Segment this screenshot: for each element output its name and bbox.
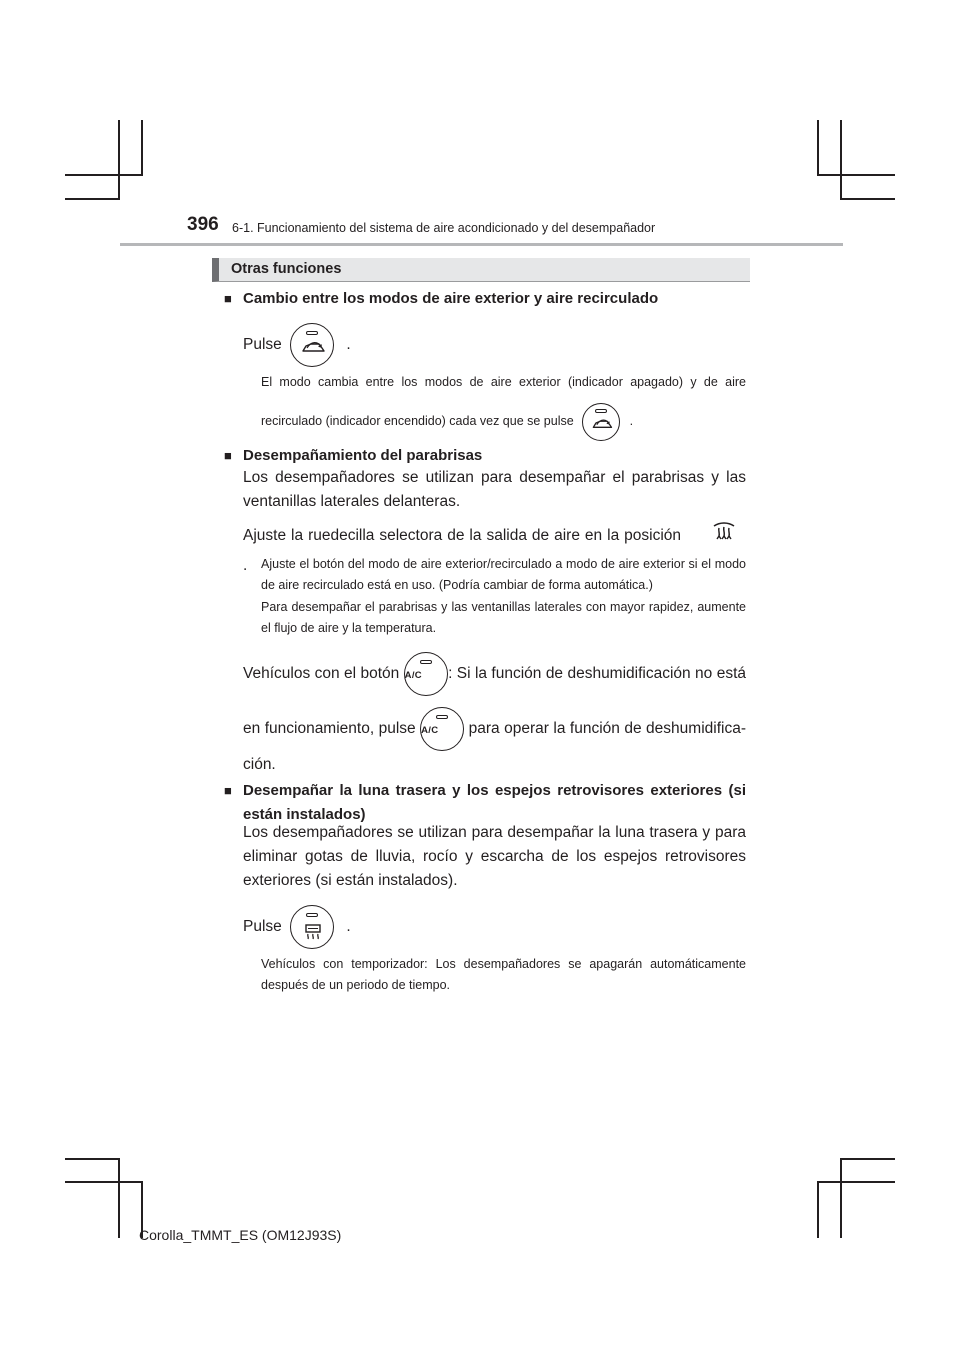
crop-mark: [840, 198, 895, 200]
end-period: .: [346, 918, 351, 935]
crop-mark: [840, 1158, 842, 1238]
crop-mark: [65, 1181, 142, 1183]
recirculation-button-icon: [290, 323, 334, 367]
chapter-title: 6-1. Funcionamiento del sistema de aire acondicionado y del desempañador: [232, 221, 656, 235]
crop-mark: [65, 1158, 119, 1160]
end-period: .: [346, 336, 351, 353]
rear-note: Vehículos con temporizador: Los desempañadores se apagarán automáticamente después de un periodo de tiempo.: [261, 957, 746, 992]
rear-body: Los desempañadores se utilizan para desempañar la luna trasera y para eliminar gotas de lluvia, rocío y escarcha de los espejos retrovisores exteriores (si están instalados).: [243, 824, 746, 889]
end-period: .: [629, 414, 634, 428]
section-title: Otras funciones: [231, 261, 342, 277]
recirculation-note-line1: El modo cambia entre los modos de aire exterior (indicador apagado) y de aire: [261, 375, 746, 389]
end-period: .: [243, 557, 248, 574]
crop-mark: [840, 120, 842, 200]
ac-button-icon: [420, 707, 464, 751]
crop-mark: [817, 1181, 895, 1183]
heading-windshield: ■ Desempañamiento del parabrisas: [243, 444, 746, 468]
note-text: recirculado (indicador encendido) cada vez que se pulse: [261, 414, 574, 428]
ac-button-icon: [404, 652, 448, 696]
header-rule: [120, 243, 843, 246]
ac-line-2: [243, 704, 746, 754]
ac-text: en funcionamiento, pulse: [243, 720, 416, 737]
recirculation-button-icon: [582, 403, 620, 441]
recirculation-note-line2: [243, 400, 746, 442]
rear-instruction: [243, 904, 746, 950]
crop-mark: [817, 174, 895, 176]
crop-mark: [65, 174, 142, 176]
crop-mark: [65, 198, 119, 200]
section-bar: [212, 258, 750, 282]
ac-text: Vehículos con el botón: [243, 665, 400, 682]
crop-mark: [817, 1181, 819, 1238]
ac-button-label: A/C: [421, 724, 439, 736]
windshield-note-2: Para desempañar el parabrisas y las ventanillas laterales con mayor rapidez, aumente el flujo de aire y la temperatura.: [261, 600, 746, 635]
ac-line-1: [243, 649, 746, 699]
windshield-defroster-icon: [712, 520, 736, 552]
pulse-label: Pulse: [243, 918, 282, 935]
recirculation-instruction: [243, 322, 746, 368]
crop-mark: [141, 120, 143, 176]
page-number: 396: [187, 214, 219, 235]
rear-defogger-button-icon: [290, 905, 334, 949]
heading-recirculation: ■ Cambio entre los modos de aire exterior y aire recirculado: [243, 287, 746, 311]
instruction-text: Ajuste la ruedecilla selectora de la salida de aire en la posición: [243, 527, 682, 545]
ac-text: para operar la función de deshumidifica-: [468, 720, 746, 737]
ac-line-3: ción.: [243, 756, 276, 773]
footer-text: Corolla_TMMT_ES (OM12J93S): [139, 1227, 342, 1243]
windshield-note-1: Ajuste el botón del modo de aire exterior/recirculado a modo de aire exterior si el modo de aire recirculado está en uso. (Podría cambiar de forma automática.): [261, 557, 746, 592]
ac-button-label: A/C: [404, 669, 422, 681]
pulse-label: Pulse: [243, 336, 282, 353]
crop-mark: [817, 120, 819, 176]
windshield-body: Los desempañadores se utilizan para desempañar el parabrisas y las ventanillas laterales delanteras.: [243, 469, 746, 510]
heading-rear-defogger: ■ Desempañar la luna trasera y los espejos retrovisores exteriores (si están instalados): [243, 779, 746, 827]
crop-mark: [118, 1158, 120, 1238]
crop-mark: [840, 1158, 895, 1160]
ac-text: : Si la función de deshumidificación no está: [448, 665, 746, 682]
crop-mark: [118, 120, 120, 200]
